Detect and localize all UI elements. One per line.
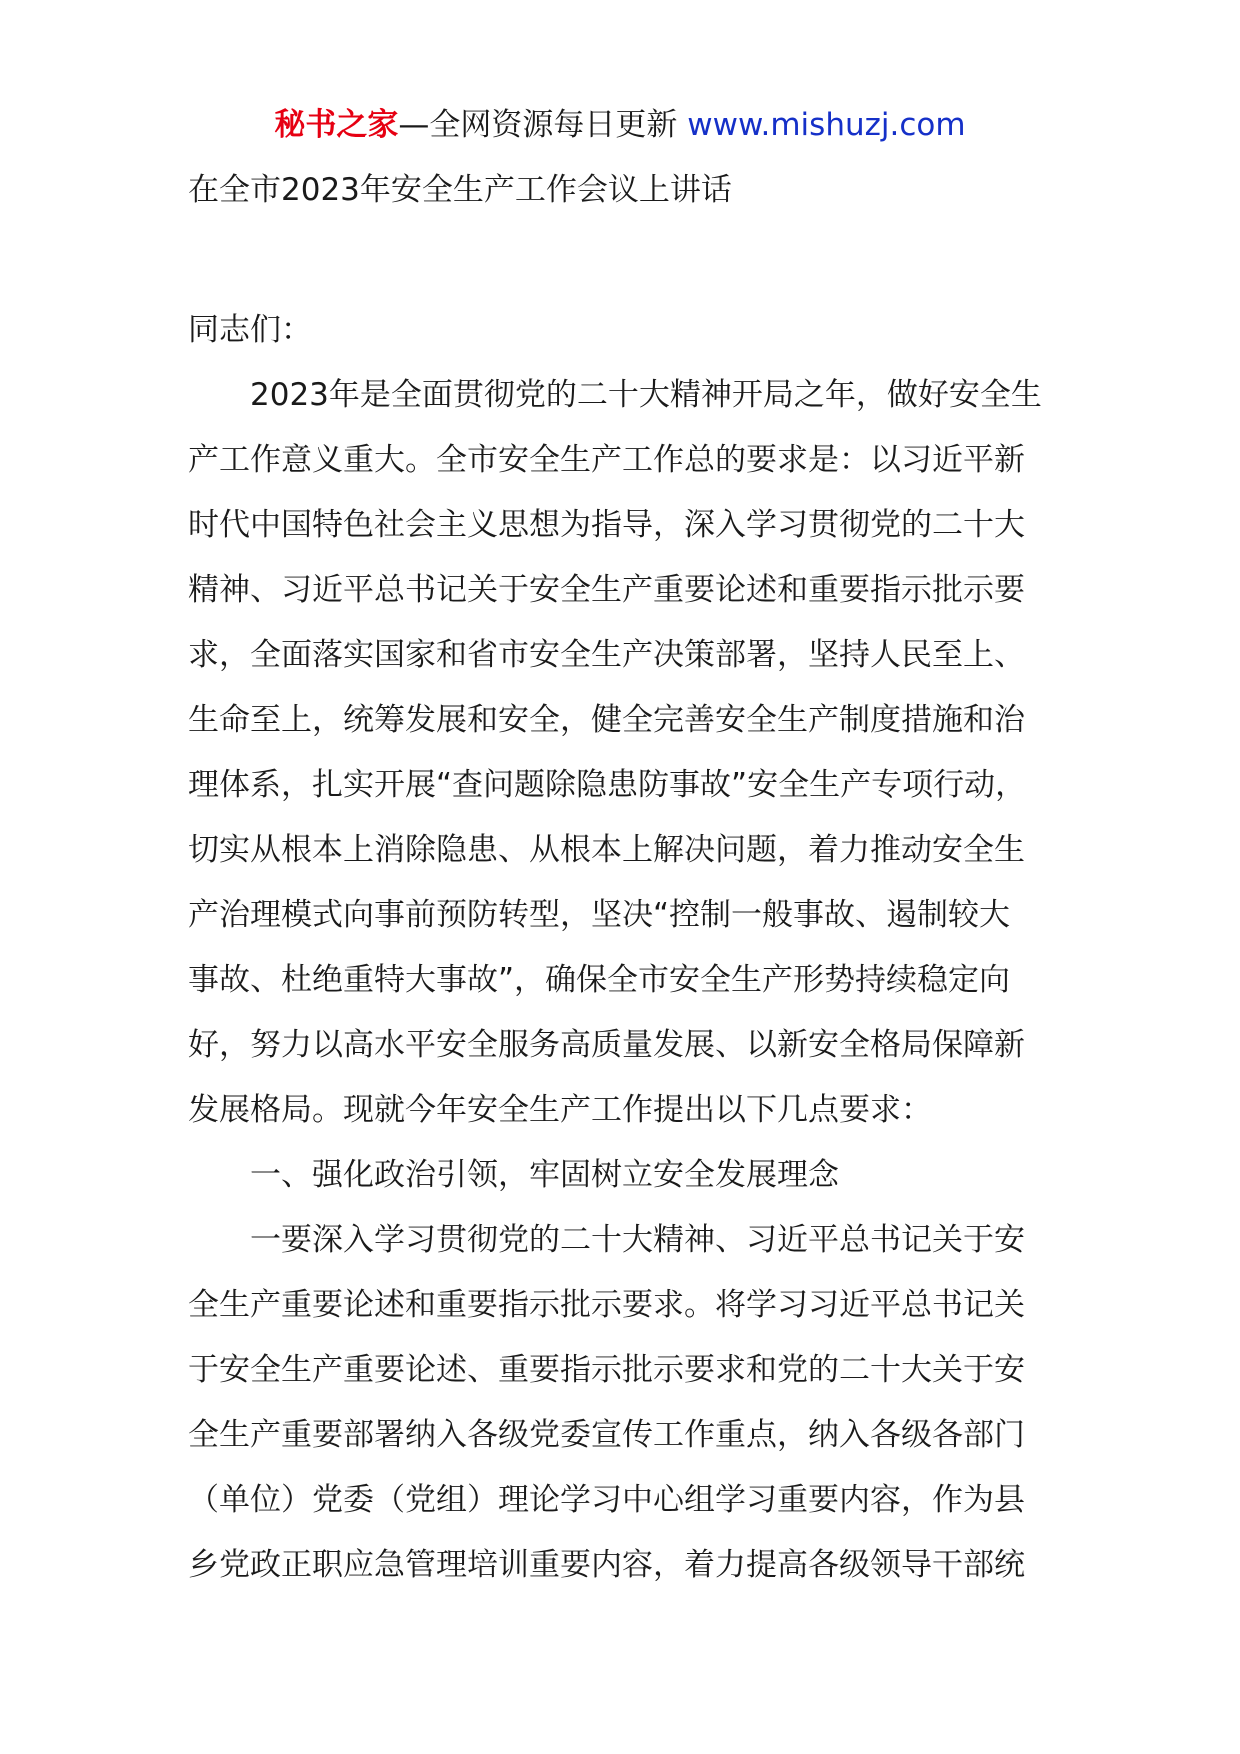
paragraph-line: 全生产重要论述和重要指示批示要求。将学习习近平总书记关 — [188, 1287, 1025, 1323]
document-body — [188, 298, 1078, 1598]
paragraph-line: 乡党政正职应急管理培训重要内容，着力提高各级领导干部统 — [188, 1547, 1025, 1583]
salutation: 同志们： — [188, 312, 312, 348]
paragraph-line: 一要深入学习贯彻党的二十大精神、习近平总书记关于安 — [250, 1222, 1025, 1258]
paragraph-line: 精神、习近平总书记关于安全生产重要论述和重要指示批示要 — [188, 572, 1025, 608]
paragraph-line: 产治理模式向事前预防转型，坚决“控制一般事故、遏制较大 — [188, 897, 1011, 933]
site-header — [0, 100, 1240, 150]
document-title: 在全市2023年安全生产工作会议上讲话 — [188, 172, 732, 208]
paragraph-line: 于安全生产重要论述、重要指示批示要求和党的二十大关于安 — [188, 1352, 1025, 1388]
paragraph-line: 求，全面落实国家和省市安全生产决策部署，坚持人民至上、 — [188, 637, 1025, 673]
paragraph-line: 时代中国特色社会主义思想为指导，深入学习贯彻党的二十大 — [188, 507, 1025, 543]
paragraph-line: 切实从根本上消除隐患、从根本上解决问题，着力推动安全生 — [188, 832, 1025, 868]
section-heading: 一、强化政治引领，牢固树立安全发展理念 — [250, 1157, 839, 1193]
paragraph-line: 事故、杜绝重特大事故”，确保全市安全生产形势持续稳定向 — [188, 962, 1011, 998]
paragraph-line: 全生产重要部署纳入各级党委宣传工作重点，纳入各级各部门 — [188, 1417, 1025, 1453]
paragraph-line: 2023年是全面贯彻党的二十大精神开局之年，做好安全生 — [250, 377, 1042, 413]
site-url: www.mishuzj.com — [687, 107, 966, 143]
paragraph-line: 好，努力以高水平安全服务高质量发展、以新安全格局保障新 — [188, 1027, 1025, 1063]
paragraph-line: 理体系，扎实开展“查问题除隐患防事故”安全生产专项行动， — [188, 767, 1027, 803]
brand-name: 秘书之家 — [274, 107, 399, 143]
paragraph-line: 发展格局。现就今年安全生产工作提出以下几点要求： — [188, 1092, 932, 1128]
paragraph-line: 生命至上，统筹发展和安全，健全完善安全生产制度措施和治 — [188, 702, 1025, 738]
header-slogan: —全网资源每日更新 — [398, 107, 678, 143]
paragraph-line: 产工作意义重大。全市安全生产工作总的要求是：以习近平新 — [188, 442, 1025, 478]
paragraph-line: （单位）党委（党组）理论学习中心组学习重要内容，作为县 — [188, 1482, 1025, 1518]
